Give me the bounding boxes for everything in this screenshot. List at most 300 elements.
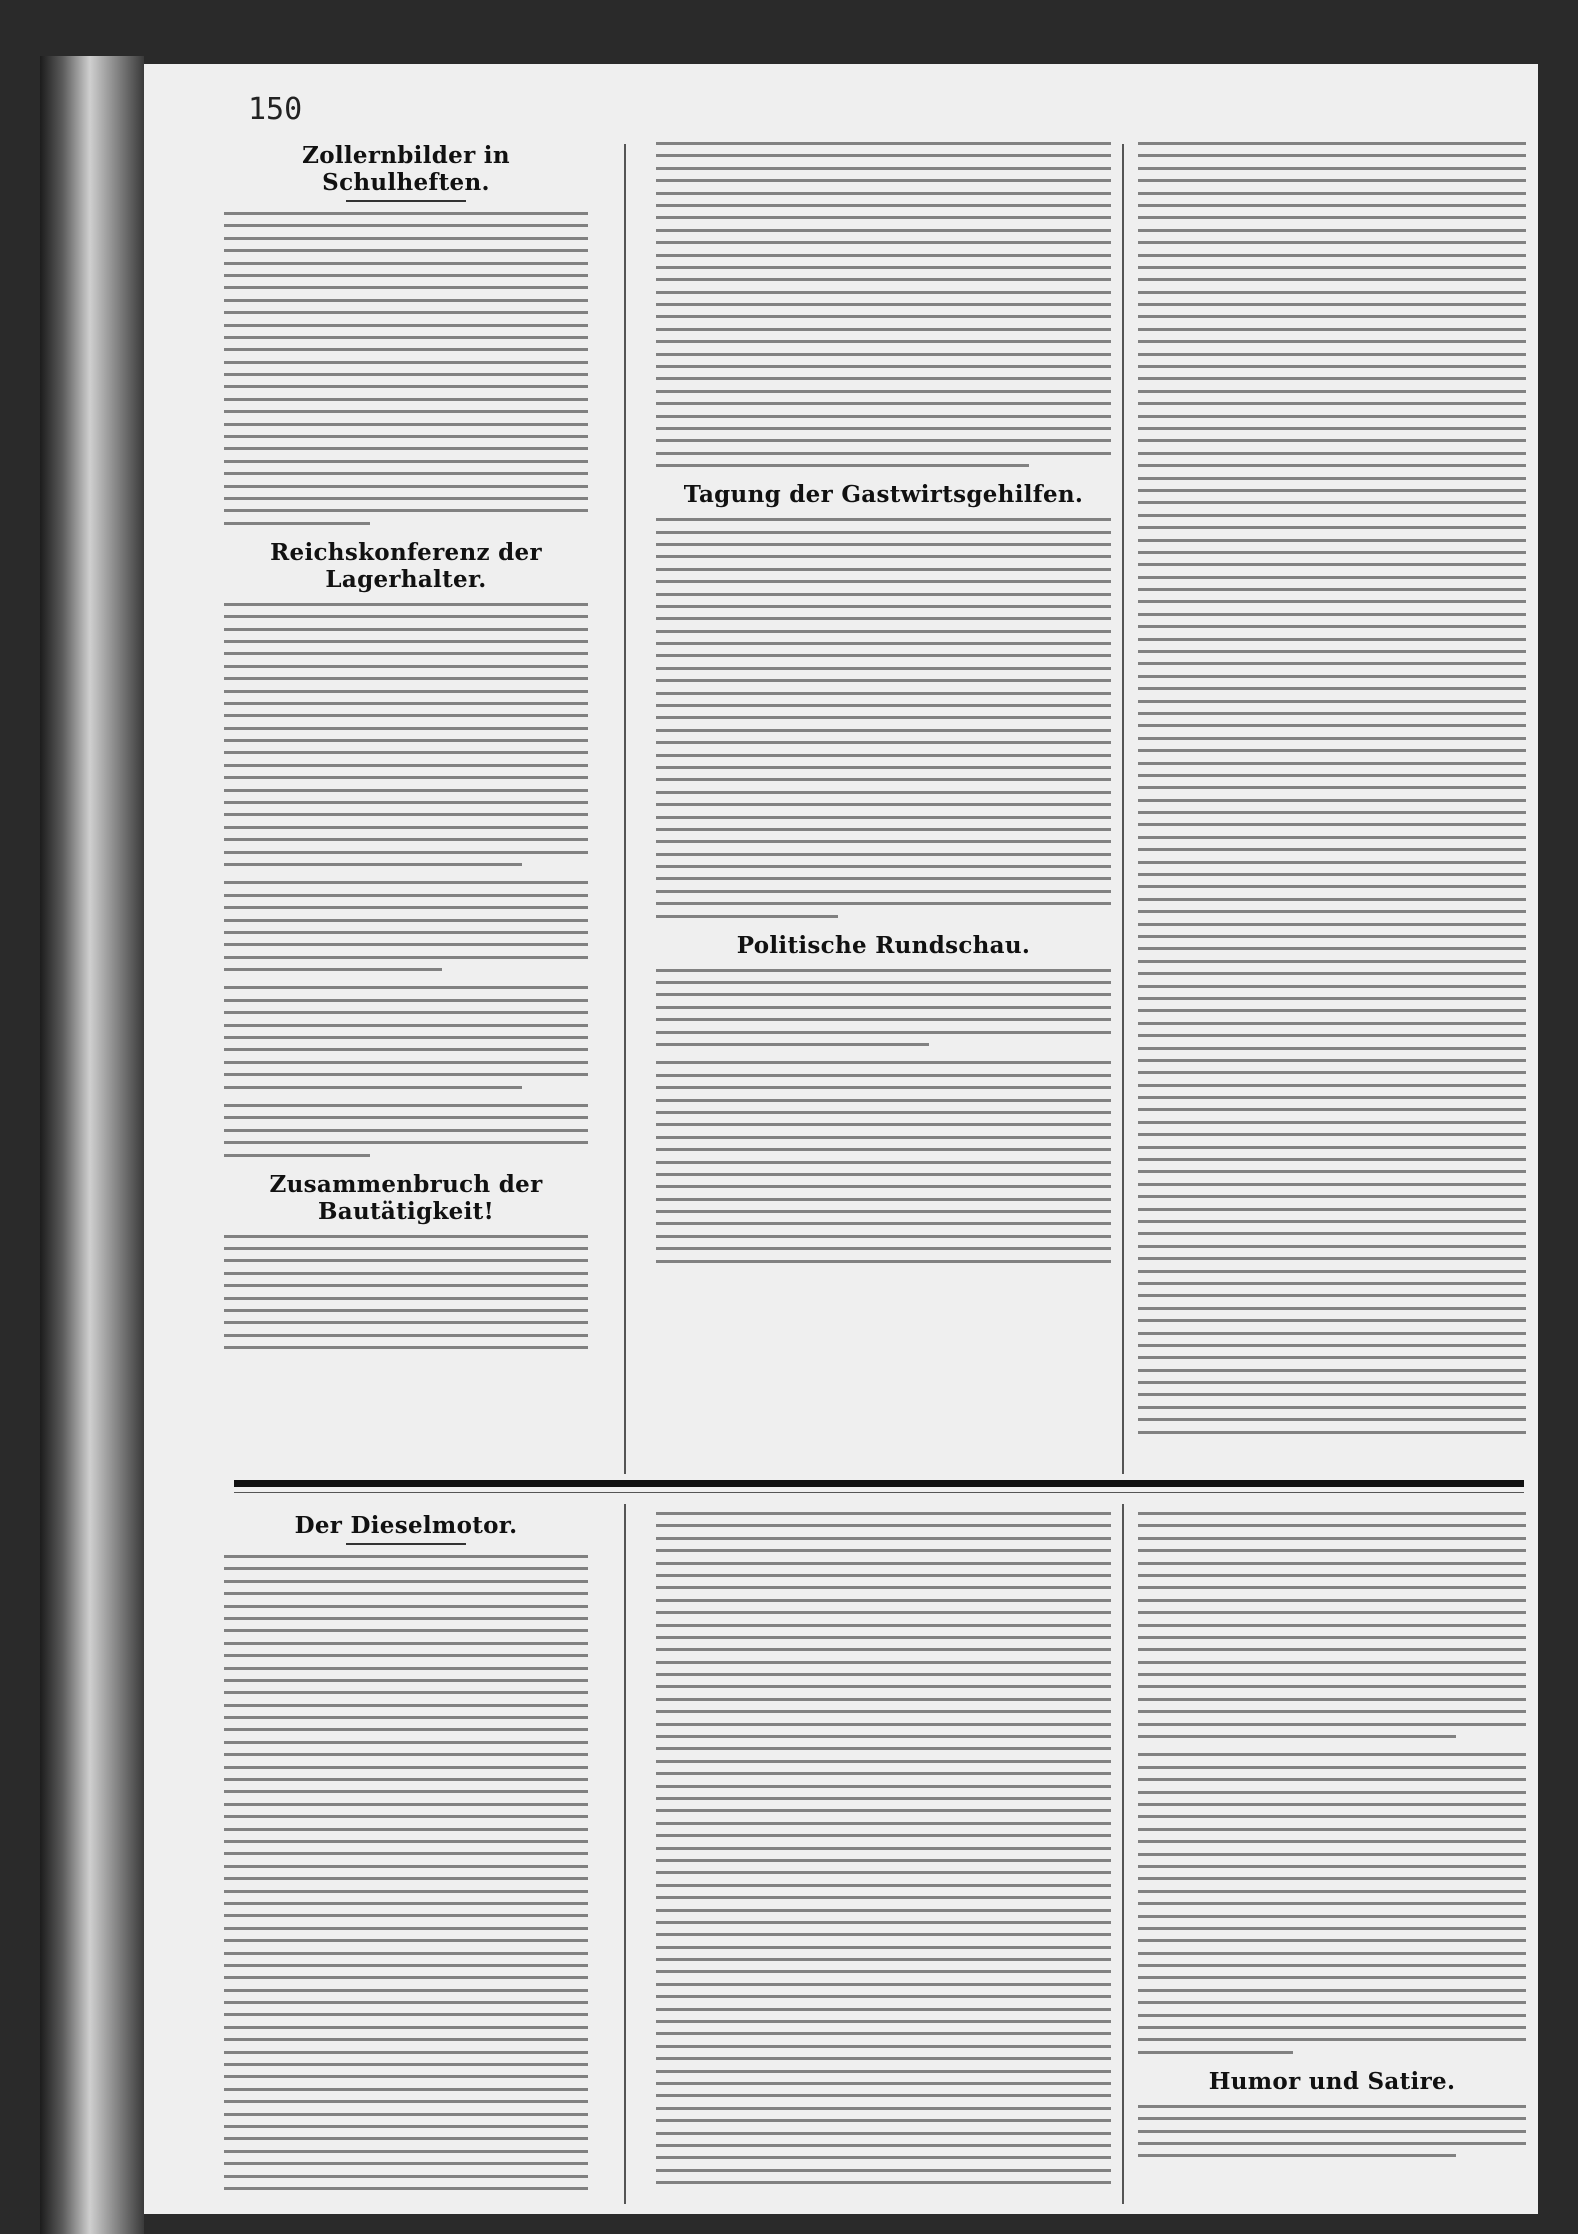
text-line [656, 617, 1111, 620]
text-line [224, 1852, 588, 1855]
text-line [656, 555, 1111, 558]
text-line [1138, 2038, 1526, 2041]
text-line [1138, 2130, 1526, 2133]
text-line [1138, 1877, 1526, 1880]
text-line [224, 863, 522, 866]
text-line [656, 1933, 1111, 1936]
text-line [656, 803, 1111, 806]
article-text-continued [656, 142, 1111, 467]
text-line [1138, 600, 1526, 603]
text-line [224, 714, 588, 717]
text-line [224, 1086, 522, 1089]
book-binding [40, 56, 144, 2234]
text-line [1138, 737, 1526, 740]
text-line [1138, 712, 1526, 715]
text-line [224, 1691, 588, 1694]
text-line [224, 1976, 588, 1979]
text-line [656, 1673, 1111, 1676]
text-line [1138, 1586, 1526, 1589]
text-line [1138, 2014, 1526, 2017]
text-line [656, 204, 1111, 207]
text-line [224, 801, 588, 804]
text-line [224, 1679, 588, 1682]
text-line [656, 1871, 1111, 1874]
text-line [1138, 1047, 1526, 1050]
text-line [224, 1877, 588, 1880]
text-line [1138, 1034, 1526, 1037]
text-line [1138, 1574, 1526, 1577]
column-rule [1122, 1504, 1124, 2204]
text-line [656, 291, 1111, 294]
text-line [1138, 910, 1526, 913]
text-line [224, 1580, 588, 1583]
text-line [224, 851, 588, 854]
text-line [1138, 154, 1526, 157]
text-line [656, 1946, 1111, 1949]
heading-bautaetigkeit: Zusammenbruch der Bautätigkeit! [269, 1170, 543, 1225]
text-line [1138, 749, 1526, 752]
article-text-dieselmotor-end [1138, 1512, 1526, 2054]
text-line [656, 2008, 1111, 2011]
text-line [1138, 1840, 1526, 1843]
text-line [224, 1840, 588, 1843]
text-line [656, 1661, 1111, 1664]
text-line [224, 739, 588, 742]
text-line [1138, 192, 1526, 195]
text-line [1138, 1989, 1526, 1992]
text-line [656, 654, 1111, 657]
text-line [656, 593, 1111, 596]
text-line [224, 603, 588, 606]
text-line [656, 303, 1111, 306]
text-line [224, 764, 588, 767]
text-line [656, 1086, 1111, 1089]
text-line [224, 286, 588, 289]
text-line [656, 2119, 1111, 2122]
text-line [224, 1753, 588, 1756]
text-line [1138, 464, 1526, 467]
text-line [1138, 2142, 1526, 2145]
text-line [656, 1111, 1111, 1114]
text-line [224, 1116, 588, 1119]
text-line [224, 956, 588, 959]
text-line [656, 741, 1111, 744]
text-line [1138, 1685, 1526, 1688]
text-line [1138, 1270, 1526, 1273]
text-line [656, 816, 1111, 819]
text-line [1138, 650, 1526, 653]
text-line [656, 580, 1111, 583]
text-line [224, 1284, 588, 1287]
article-text-notices [1138, 142, 1526, 1434]
text-line [656, 2169, 1111, 2172]
text-line [656, 2045, 1111, 2048]
text-line [224, 1766, 588, 1769]
text-line [224, 665, 588, 668]
text-line [1138, 2117, 1526, 2120]
text-line [656, 241, 1111, 244]
text-line [1138, 1723, 1526, 1726]
text-line [1138, 997, 1526, 1000]
page-number: 150 [248, 92, 303, 127]
text-line [656, 568, 1111, 571]
text-line [224, 2125, 588, 2128]
column-rule [624, 1504, 626, 2204]
text-line [1138, 415, 1526, 418]
text-line [1138, 1803, 1526, 1806]
text-line [224, 751, 588, 754]
text-line [224, 986, 588, 989]
text-line [1138, 1964, 1526, 1967]
text-line [656, 877, 1111, 880]
text-line [1138, 1927, 1526, 1930]
text-line [656, 518, 1111, 521]
text-line [656, 464, 1029, 467]
text-line [656, 2082, 1111, 2085]
text-line [1138, 2026, 1526, 2029]
text-line [656, 704, 1111, 707]
text-line [224, 1865, 588, 1868]
text-line [656, 179, 1111, 182]
text-line [1138, 390, 1526, 393]
text-line [656, 1161, 1111, 1164]
text-line [656, 1896, 1111, 1899]
text-line [656, 679, 1111, 682]
text-line [224, 336, 588, 339]
text-line [224, 1605, 588, 1608]
text-line [1138, 1976, 1526, 1979]
heading-underline [346, 200, 466, 202]
text-line [656, 1970, 1111, 1973]
text-line [224, 1129, 588, 1132]
text-line [656, 1847, 1111, 1850]
text-line [656, 1148, 1111, 1151]
text-line [224, 1741, 588, 1744]
text-line [224, 1154, 370, 1157]
text-line [224, 1939, 588, 1942]
text-line [656, 1636, 1111, 1639]
text-line [224, 2100, 588, 2103]
text-line [224, 2162, 588, 2165]
text-line [224, 999, 588, 1002]
text-line [656, 915, 838, 918]
article-text-humor [1138, 2105, 1526, 2158]
text-line [1138, 613, 1526, 616]
text-line [656, 1537, 1111, 1540]
text-line [656, 1173, 1111, 1176]
text-line [1138, 774, 1526, 777]
text-line [1138, 1915, 1526, 1918]
text-line [1138, 724, 1526, 727]
text-line [224, 460, 588, 463]
text-line [224, 373, 588, 376]
text-line [1138, 1549, 1526, 1552]
text-line [656, 2057, 1111, 2060]
text-line [656, 1958, 1111, 1961]
text-line [1138, 1599, 1526, 1602]
text-line [224, 2013, 588, 2016]
text-line [224, 2113, 588, 2116]
section-divider-thin [234, 1492, 1524, 1493]
text-line [224, 1321, 588, 1324]
text-line [656, 1822, 1111, 1825]
text-line [224, 943, 588, 946]
text-line [656, 1834, 1111, 1837]
text-line [224, 249, 588, 252]
text-line [224, 1247, 588, 1250]
text-line [1138, 266, 1526, 269]
text-line [224, 1803, 588, 1806]
heading-politische-rundschau: Politische Rundschau. [736, 931, 1031, 959]
text-line [224, 237, 588, 240]
text-line [656, 1735, 1111, 1738]
text-line [656, 1995, 1111, 1998]
text-line [224, 1592, 588, 1595]
text-line [224, 2088, 588, 2091]
text-line [224, 1952, 588, 1955]
text-line [224, 813, 588, 816]
text-line [1138, 861, 1526, 864]
text-line [224, 1235, 588, 1238]
heading-dieselmotor: Der Dieselmotor. [294, 1512, 518, 1539]
text-line [1138, 2051, 1293, 2054]
article-text-gastwirtsgehilfen [656, 518, 1111, 918]
text-line [224, 1654, 588, 1657]
text-line [1138, 1828, 1526, 1831]
heading-gastwirtsgehilfen: Tagung der Gastwirtsgehilfen. [683, 481, 1084, 509]
text-line [1138, 241, 1526, 244]
text-line [224, 628, 588, 631]
text-line [656, 1586, 1111, 1589]
text-line [224, 1555, 588, 1558]
text-line [1138, 823, 1526, 826]
text-line [224, 919, 588, 922]
text-line [224, 968, 442, 971]
text-line [1138, 836, 1526, 839]
text-line [224, 324, 588, 327]
text-line [656, 1018, 1111, 1021]
text-line [224, 702, 588, 705]
text-line [656, 1061, 1111, 1064]
text-line [224, 212, 588, 215]
text-line [1138, 662, 1526, 665]
text-line [224, 274, 588, 277]
text-line [656, 2156, 1111, 2159]
text-line [1138, 1071, 1526, 1074]
text-line [1138, 1939, 1526, 1942]
text-line [1138, 142, 1526, 145]
text-line [224, 881, 588, 884]
text-line [1138, 1146, 1526, 1149]
text-line [1138, 1356, 1526, 1359]
text-line [656, 1074, 1111, 1077]
text-line [224, 906, 588, 909]
text-line [224, 447, 588, 450]
text-line [1138, 576, 1526, 579]
text-line [224, 385, 588, 388]
text-line [1138, 1902, 1526, 1905]
text-line [656, 630, 1111, 633]
text-line [224, 410, 588, 413]
text-line [1138, 1170, 1526, 1173]
text-line [1138, 2154, 1456, 2157]
text-line [656, 1549, 1111, 1552]
text-line [1138, 489, 1526, 492]
column-rule [624, 144, 626, 1474]
text-line [656, 1698, 1111, 1701]
text-line [224, 1989, 588, 1992]
text-line [656, 1909, 1111, 1912]
heading-zollernbilder: Zollernbilder in Schulheften. [302, 142, 510, 196]
text-line [1138, 762, 1526, 765]
text-line [1138, 1952, 1526, 1955]
text-line [656, 642, 1111, 645]
text-line [1138, 1865, 1526, 1868]
text-line [224, 2150, 588, 2153]
text-line [656, 692, 1111, 695]
text-line [224, 1914, 588, 1917]
text-line [224, 1890, 588, 1893]
text-line [656, 192, 1111, 195]
text-line [656, 865, 1111, 868]
column-rule [1122, 144, 1124, 1474]
text-line [1138, 377, 1526, 380]
text-line [656, 167, 1111, 170]
text-line [1138, 1431, 1526, 1434]
text-line [656, 2020, 1111, 2023]
text-line [224, 2075, 588, 2078]
text-line [1138, 687, 1526, 690]
text-line [224, 776, 588, 779]
text-line [656, 1624, 1111, 1627]
text-line [656, 1512, 1111, 1515]
text-line [224, 931, 588, 934]
text-line [224, 1073, 588, 1076]
text-line [224, 826, 588, 829]
text-line [656, 266, 1111, 269]
text-line [1138, 328, 1526, 331]
article-text-zollernbilder [224, 212, 588, 525]
text-line [656, 2107, 1111, 2110]
text-line [224, 1297, 588, 1300]
text-line [1138, 1673, 1526, 1676]
text-line [656, 2094, 1111, 2097]
text-line [1138, 1133, 1526, 1136]
text-line [656, 1198, 1111, 1201]
text-line [224, 652, 588, 655]
text-line [656, 278, 1111, 281]
text-line [1138, 291, 1526, 294]
text-line [1138, 204, 1526, 207]
text-line [656, 1235, 1111, 1238]
text-line [656, 531, 1111, 534]
text-line [224, 1778, 588, 1781]
section-divider [234, 1480, 1524, 1487]
text-line [656, 1562, 1111, 1565]
text-line [224, 1828, 588, 1831]
text-line [1138, 1406, 1526, 1409]
text-line [1138, 1344, 1526, 1347]
text-line [224, 311, 588, 314]
text-line [224, 1567, 588, 1570]
text-line [656, 1797, 1111, 1800]
text-line [1138, 216, 1526, 219]
text-line [1138, 898, 1526, 901]
text-line [1138, 365, 1526, 368]
text-line [656, 1006, 1111, 1009]
text-line [1138, 1108, 1526, 1111]
text-line [1138, 1059, 1526, 1062]
text-line [224, 1011, 588, 1014]
text-line [1138, 1624, 1526, 1627]
text-line [656, 993, 1111, 996]
text-line [656, 154, 1111, 157]
text-line [224, 2175, 588, 2178]
text-line [224, 423, 588, 426]
text-line [1138, 1512, 1526, 1515]
text-line [224, 838, 588, 841]
text-line [1138, 1393, 1526, 1396]
text-line [1138, 1710, 1526, 1713]
text-line [656, 353, 1111, 356]
text-line [1138, 539, 1526, 542]
text-line [224, 1790, 588, 1793]
text-line [656, 729, 1111, 732]
heading-underline [346, 1543, 466, 1545]
text-line [1138, 2001, 1526, 2004]
text-line [656, 1859, 1111, 1862]
text-line [656, 328, 1111, 331]
text-line [224, 1629, 588, 1632]
text-line [1138, 229, 1526, 232]
text-line [1138, 625, 1526, 628]
text-line [656, 969, 1111, 972]
heading-reichskonferenz: Reichskonferenz der Lagerhalter. [270, 538, 542, 593]
text-line [656, 1260, 1111, 1263]
text-line [656, 1099, 1111, 1102]
text-line [1138, 551, 1526, 554]
text-line [656, 1685, 1111, 1688]
article-text-bautaetigkeit [224, 1235, 588, 1350]
text-line [1138, 1319, 1526, 1322]
text-line [656, 1921, 1111, 1924]
text-line [656, 981, 1111, 984]
text-line [1138, 960, 1526, 963]
text-line [656, 754, 1111, 757]
upper-column-1 [224, 142, 588, 1482]
text-line [656, 1710, 1111, 1713]
text-line [1138, 254, 1526, 257]
text-line [1138, 563, 1526, 566]
text-line [1138, 1369, 1526, 1372]
text-line [1138, 1766, 1526, 1769]
text-line [1138, 2105, 1526, 2108]
text-line [656, 1983, 1111, 1986]
text-line [656, 1809, 1111, 1812]
text-line [656, 142, 1111, 145]
text-line [224, 1902, 588, 1905]
article-text-dieselmotor [224, 1555, 588, 2190]
text-line [224, 522, 370, 525]
heading-humor-und-satire: Humor und Satire. [1208, 2067, 1456, 2095]
lower-column-3 [1138, 1512, 1526, 2212]
text-line [1138, 427, 1526, 430]
text-line [1138, 799, 1526, 802]
text-line [1138, 1815, 1526, 1818]
text-line [1138, 315, 1526, 318]
text-line [1138, 278, 1526, 281]
newspaper-page [144, 64, 1538, 2214]
